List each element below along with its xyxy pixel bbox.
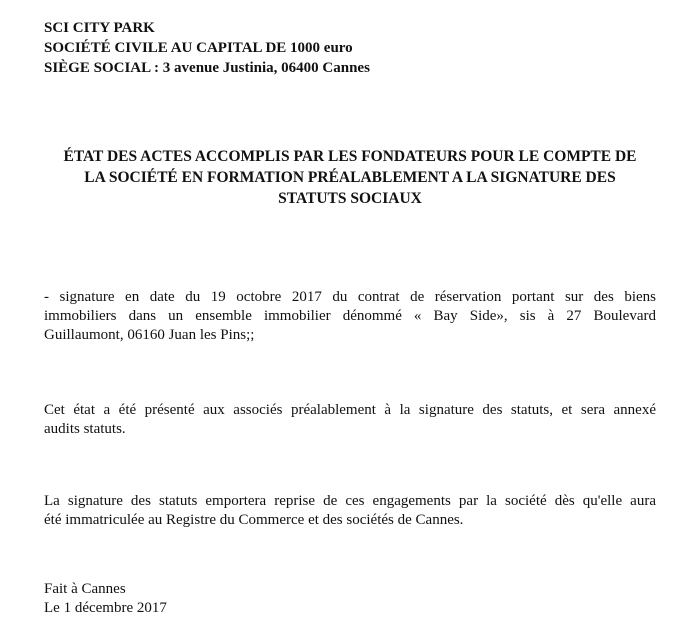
title-line-2: LA SOCIÉTÉ EN FORMATION PRÉALABLEMENT A LA SIGNATURE DES: [84, 169, 616, 186]
company-name: SCI CITY PARK: [44, 20, 155, 36]
paragraph-line: La signature des statuts emportera reprise de ces engagements par la société dès qu'elle aura: [44, 493, 656, 509]
paragraph-presentation: [44, 401, 656, 439]
company-address: SIÈGE SOCIAL : 3 avenue Justinia, 06400 Cannes: [44, 60, 370, 76]
closing-place: Fait à Cannes: [44, 581, 126, 597]
paragraph-line: audits statuts.: [44, 421, 126, 437]
document-title: [44, 146, 656, 209]
title-line-1: ÉTAT DES ACTES ACCOMPLIS PAR LES FONDATEURS POUR LE COMPTE DE: [63, 148, 637, 165]
title-line-3: STATUTS SOCIAUX: [278, 190, 422, 207]
paragraph-line: Guillaumont, 06160 Juan les Pins;;: [44, 327, 255, 343]
paragraph-line: été immatriculée au Registre du Commerce et des sociétés de Cannes.: [44, 512, 464, 528]
paragraph-line: immobiliers dans un ensemble immobilier dénommé « Bay Side», sis à 27 Boulevard: [44, 308, 656, 324]
closing-date: Le 1 décembre 2017: [44, 600, 167, 616]
paragraph-reservation-contract: [44, 288, 656, 345]
paragraph-line: Cet état a été présenté aux associés préalablement à la signature des statuts, et sera annexé: [44, 402, 656, 418]
paragraph-line: - signature en date du 19 octobre 2017 du contrat de réservation portant sur des biens: [44, 289, 656, 305]
paragraph-commitments: [44, 492, 656, 530]
company-capital: SOCIÉTÉ CIVILE AU CAPITAL DE 1000 euro: [44, 40, 353, 56]
company-header: [44, 18, 370, 78]
closing-block: [44, 580, 167, 618]
